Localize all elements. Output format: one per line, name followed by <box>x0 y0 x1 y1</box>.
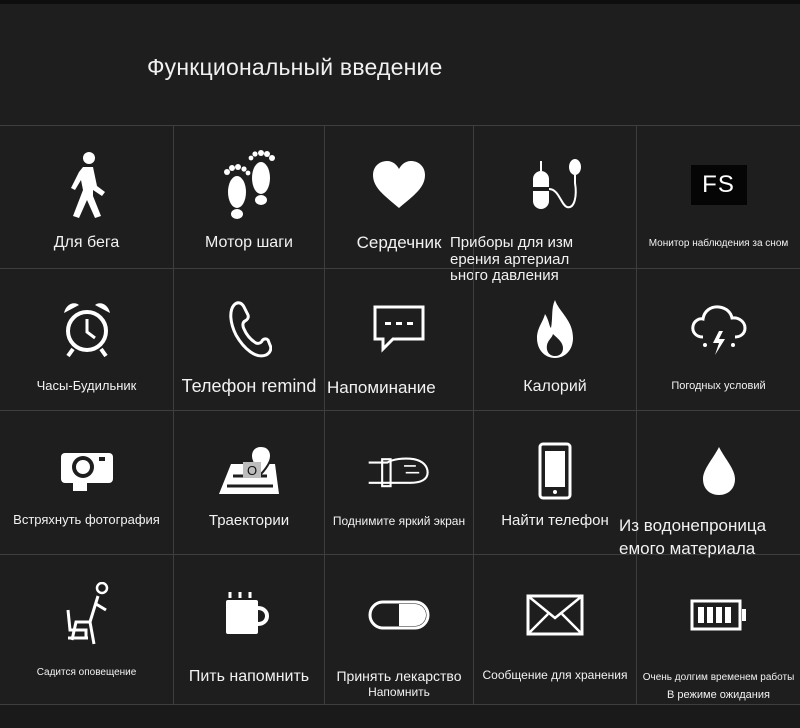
feature-label: Часы-Будильник <box>36 378 137 393</box>
water-drop-icon <box>687 435 751 507</box>
feature-label: Монитор наблюдения за сном <box>648 238 789 249</box>
alarm-clock-icon <box>55 293 119 365</box>
feature-label: Садится оповещение <box>36 667 137 678</box>
feature-cell-sedentary <box>0 555 174 705</box>
feature-label: Траектории <box>208 512 290 529</box>
feature-cell-phone <box>174 269 325 411</box>
heart-icon <box>367 149 431 221</box>
feature-cell-steps <box>174 125 325 269</box>
bottom-border <box>0 705 800 728</box>
feature-label: Напоминание <box>327 378 436 397</box>
sitting-person-icon <box>55 579 119 651</box>
battery-icon <box>687 579 751 651</box>
feature-label: Пить напомнить <box>188 668 310 685</box>
feature-label: Поднимите яркий экран <box>332 514 466 528</box>
feature-cell-running <box>0 125 174 269</box>
feature-cell-blood-pressure <box>450 125 637 284</box>
feature-label: Очень долгим временем работы В режиме ожидания <box>642 672 795 701</box>
feature-label: Принять лекарство Напомнить <box>336 668 462 700</box>
feature-label: Встряхнуть фотография <box>13 512 160 527</box>
feature-label: Телефон remind <box>181 376 317 396</box>
feature-cell-find-phone <box>474 411 637 555</box>
feature-cell-drink <box>174 555 325 705</box>
feature-cell-battery <box>637 555 800 705</box>
feature-label: Приборы для изм ерения артериал ьного давления <box>450 234 574 284</box>
phone-icon <box>217 293 281 365</box>
route-map-icon-letter: O <box>246 463 258 478</box>
route-map-icon <box>217 435 281 507</box>
message-bubble-icon <box>367 293 431 365</box>
feature-label: Из водонепроница емого материала <box>619 516 767 558</box>
feature-label: Мотор шаги <box>205 234 293 251</box>
feature-label: Погодных условий <box>671 380 766 392</box>
storm-cloud-icon <box>687 293 751 365</box>
feature-cell-camera <box>0 411 174 555</box>
feature-cell-waterproof <box>619 411 800 558</box>
feature-label: Сердечник <box>356 233 442 252</box>
feature-cell-message <box>474 555 637 705</box>
feature-cell-track <box>174 411 325 555</box>
wrist-watch-icon <box>367 435 431 507</box>
running-person-icon <box>55 149 119 221</box>
feature-cell-calories <box>474 269 637 411</box>
smartphone-icon <box>523 435 587 507</box>
feature-cell-reminder <box>325 269 474 411</box>
cup-icon <box>217 579 281 651</box>
feature-label: Калорий <box>523 378 587 395</box>
blood-pressure-meter-icon <box>523 149 587 221</box>
feature-cell-raise-wrist <box>325 411 474 555</box>
envelope-icon <box>523 579 587 651</box>
feature-cell-alarm <box>0 269 174 411</box>
pill-capsule-icon <box>367 579 431 651</box>
footprints-icon <box>217 149 281 221</box>
feature-cell-medicine <box>325 555 474 705</box>
fs-box-icon: FS <box>687 149 751 221</box>
feature-label: Найти телефон <box>501 512 609 529</box>
camera-icon <box>55 435 119 507</box>
feature-label: Сообщение для хранения <box>482 668 628 682</box>
feature-cell-sleep <box>637 125 800 269</box>
feature-grid <box>0 125 800 705</box>
top-border <box>0 0 800 4</box>
flame-icon <box>523 293 587 365</box>
page-title: Функциональный введение <box>147 54 443 80</box>
feature-label: Для бега <box>53 234 120 251</box>
feature-cell-weather <box>637 269 800 411</box>
